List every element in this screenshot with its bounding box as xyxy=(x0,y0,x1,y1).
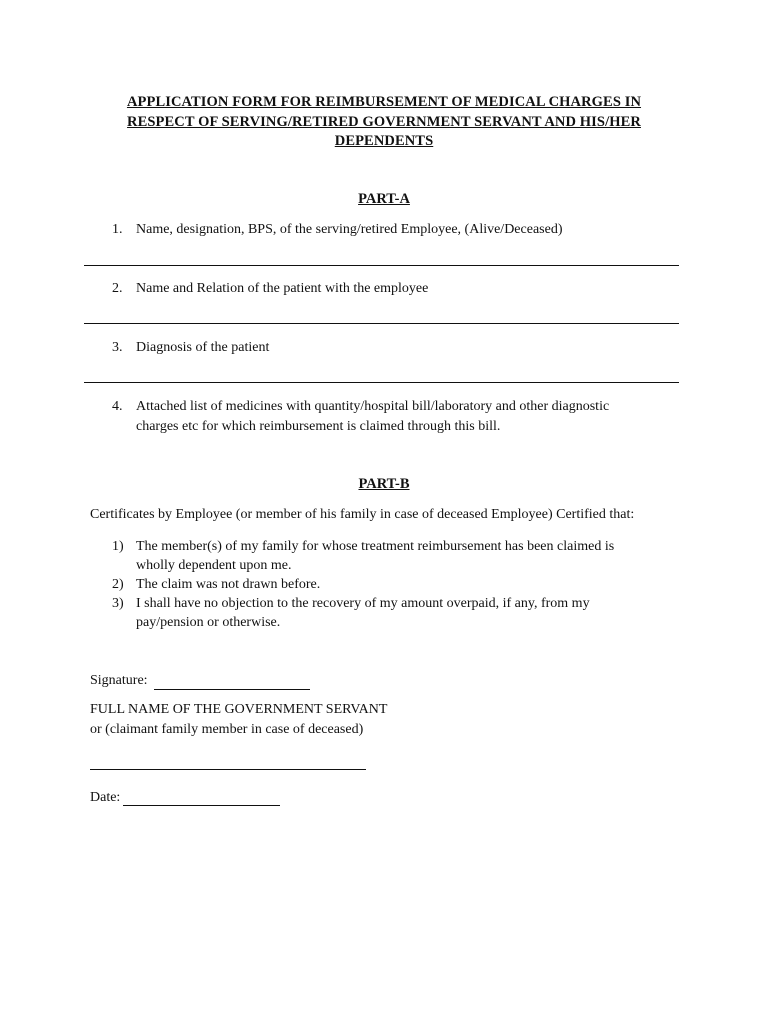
signature-line[interactable] xyxy=(154,689,310,690)
item-number: 1) xyxy=(112,539,124,554)
date-line[interactable] xyxy=(123,805,280,806)
item-text: The claim was not drawn before. xyxy=(136,577,321,592)
item-number: 2. xyxy=(112,281,123,296)
item-text: I shall have no objection to the recovery of my amount overpaid, if any, from my xyxy=(136,596,590,611)
form-title-line-1: APPLICATION FORM FOR REIMBURSEMENT OF MEDICAL CHARGES IN xyxy=(126,94,642,110)
item-number: 3) xyxy=(112,596,124,611)
answer-line-1[interactable] xyxy=(84,265,679,266)
full-name-label: FULL NAME OF THE GOVERNMENT SERVANT xyxy=(90,702,388,717)
answer-line-3[interactable] xyxy=(84,382,679,383)
date-label: Date: xyxy=(90,790,121,805)
form-title xyxy=(100,93,668,152)
item-text: Attached list of medicines with quantity/hospital bill/laboratory and other diagnostic xyxy=(136,399,610,414)
item-number: 1. xyxy=(112,222,123,237)
item-text: The member(s) of my family for whose treatment reimbursement has been claimed is xyxy=(136,539,615,554)
item-number: 2) xyxy=(112,577,124,592)
item-text: Diagnosis of the patient xyxy=(136,340,270,355)
full-name-note: or (claimant family member in case of deceased) xyxy=(90,722,364,737)
answer-line-2[interactable] xyxy=(84,323,679,324)
item-text: Name, designation, BPS, of the serving/retired Employee, (Alive/Deceased) xyxy=(136,222,563,237)
full-name-line[interactable] xyxy=(90,769,366,770)
form-title-line-3: DEPENDENTS xyxy=(334,133,434,149)
form-title-line-2: RESPECT OF SERVING/RETIRED GOVERNMENT SERVANT AND HIS/HER xyxy=(127,113,641,130)
item-number: 3. xyxy=(112,340,123,355)
signature-label: Signature: xyxy=(90,673,148,688)
part-b-heading: PART-B xyxy=(358,476,410,492)
item-text: Name and Relation of the patient with the employee xyxy=(136,281,429,296)
part-b-intro: Certificates by Employee (or member of his family in case of deceased Employee) Certified that: xyxy=(90,507,635,522)
part-a-heading: PART-A xyxy=(358,191,410,207)
item-text: pay/pension or otherwise. xyxy=(136,615,281,630)
item-text: charges etc for which reimbursement is claimed through this bill. xyxy=(136,419,501,434)
item-number: 4. xyxy=(112,399,123,414)
item-text: wholly dependent upon me. xyxy=(136,558,292,573)
